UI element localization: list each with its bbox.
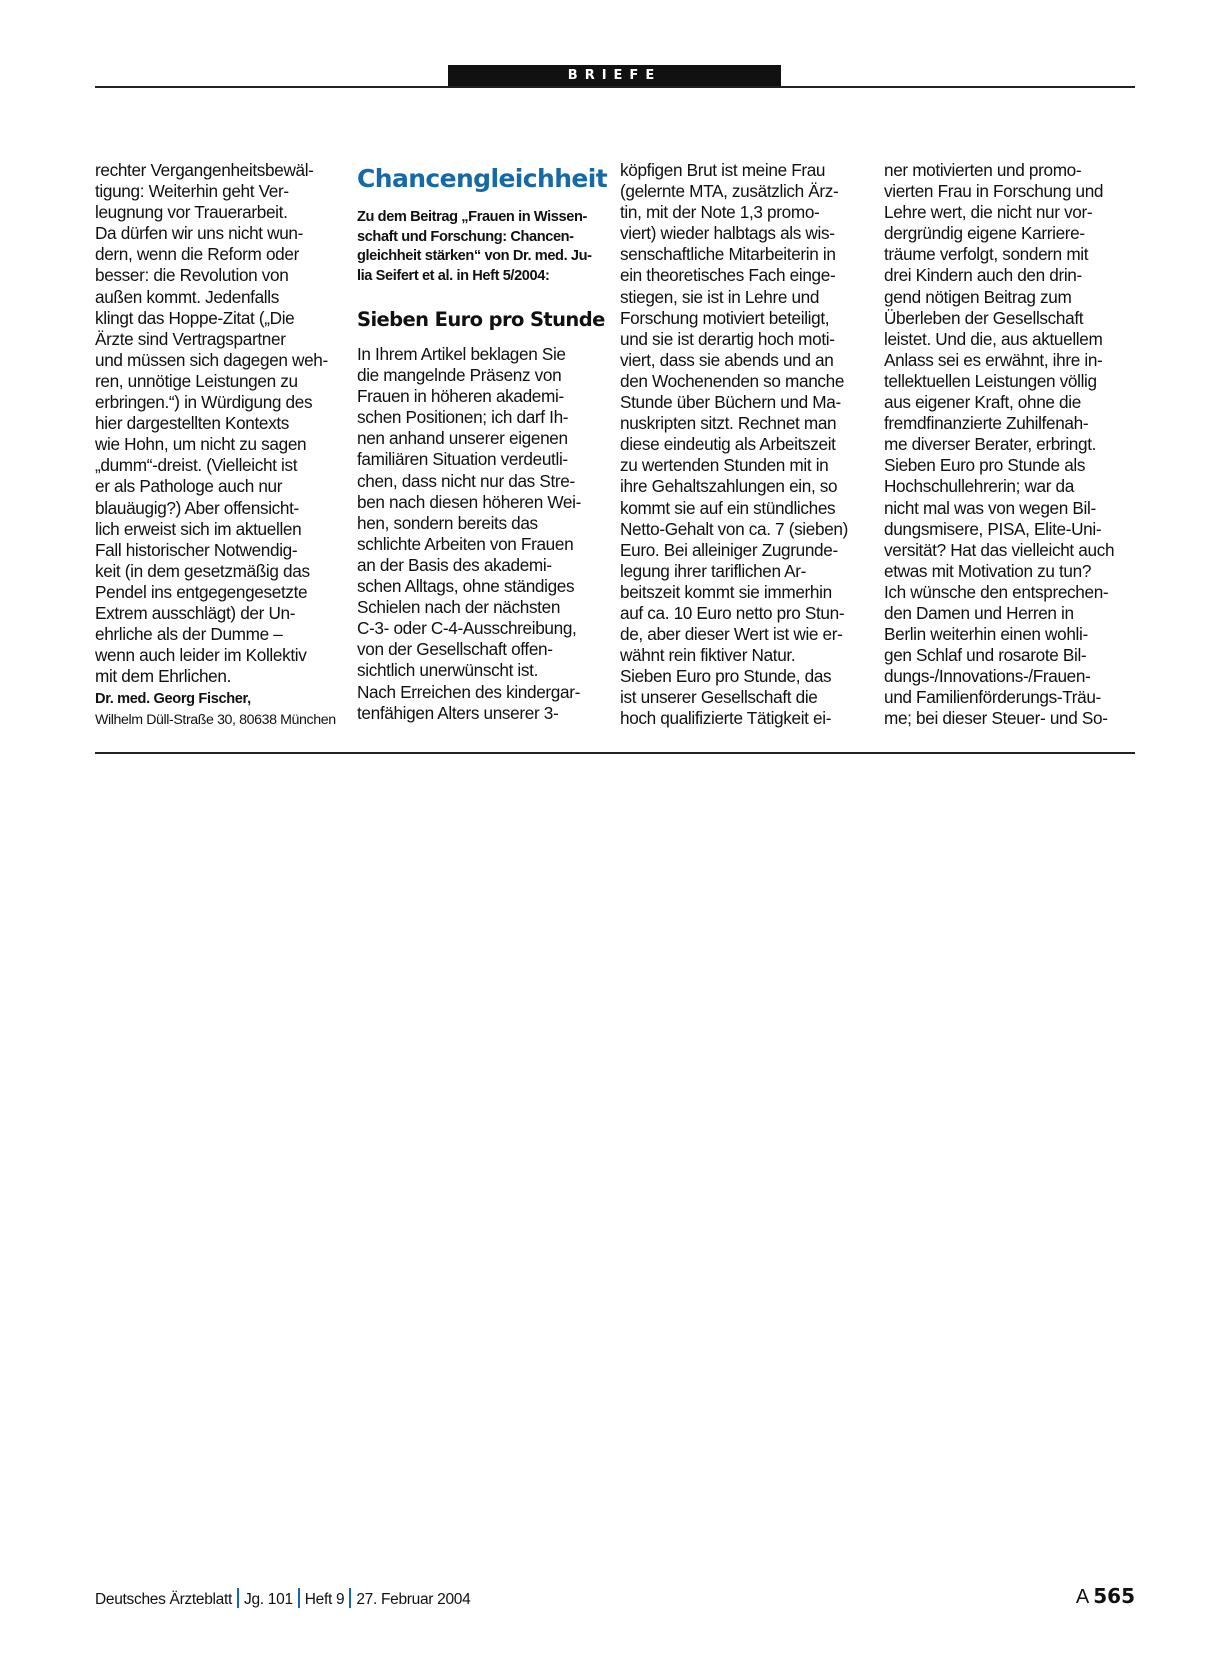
- text-line: Forschung motiviert beteiligt,: [620, 307, 830, 328]
- text-line: Schielen nach der nächsten: [357, 597, 561, 618]
- article-reference: [357, 208, 605, 286]
- author-name: Dr. med. Georg Fischer,: [95, 691, 251, 708]
- header-rule: [95, 86, 1135, 88]
- footer-separator: [237, 1588, 239, 1608]
- text-line: wenn auch leider im Kollektiv: [95, 645, 307, 666]
- text-line: ist unserer Gesellschaft die: [620, 687, 818, 708]
- text-line: klingt das Hoppe-Zitat („Die: [95, 307, 295, 328]
- text-line: viert, dass sie abends und an: [620, 349, 834, 370]
- column-3: [620, 160, 868, 730]
- footer-separator: [349, 1588, 351, 1608]
- text-line: dergründig eigene Karriere-: [884, 223, 1085, 244]
- text-line: Anlass sei es erwähnt, ihre in-: [884, 349, 1103, 370]
- text-line: nicht mal was von wegen Bil-: [884, 497, 1096, 518]
- text-line: Lehre wert, die nicht nur vor-: [884, 202, 1093, 223]
- text-line: leistet. Und die, aus aktuellem: [884, 328, 1103, 349]
- text-line: me; bei dieser Steuer- und So-: [884, 708, 1108, 729]
- text-line: wie Hohn, um nicht zu sagen: [95, 434, 307, 455]
- journal-name: Deutsches Ärzteblatt: [95, 1591, 233, 1608]
- text-line: vierten Frau in Forschung und: [884, 181, 1104, 202]
- page-prefix: A: [1075, 1586, 1090, 1608]
- text-line: Nach Erreichen des kindergar-: [357, 681, 580, 702]
- text-line: von der Gesellschaft offen-: [357, 639, 553, 660]
- text-line: nuskripten sitzt. Rechnet man: [620, 413, 837, 434]
- text-line: Berlin weiterhin einen wohli-: [884, 624, 1088, 645]
- page-number-value: 565: [1093, 1584, 1135, 1608]
- text-line: besser: die Revolution von: [95, 265, 289, 286]
- text-line: köpfigen Brut ist meine Frau: [620, 160, 826, 180]
- text-line: Frauen in höheren akademi-: [357, 386, 564, 407]
- text-line: tellektuellen Leistungen völlig: [884, 370, 1097, 391]
- text-line: Ich wünsche den entsprechen-: [884, 581, 1109, 602]
- text-line: stiegen, sie ist in Lehre und: [620, 286, 820, 307]
- text-line: Ärzte sind Vertragspartner: [95, 328, 286, 349]
- page-number: [1076, 1584, 1135, 1609]
- text-line: tenfähigen Alters unserer 3-: [357, 702, 559, 723]
- text-line: zu wertenden Stunden mit in: [620, 455, 829, 476]
- text-line: und sie ist derartig hoch moti-: [620, 328, 835, 349]
- footer: [95, 1588, 470, 1609]
- text-line: er als Pathologe auch nur: [95, 476, 283, 497]
- text-line: blauäugig?) Aber offensicht-: [95, 497, 299, 518]
- text-line: rechter Vergangenheitsbewäl-: [95, 160, 314, 180]
- letter-subtitle: Sieben Euro pro Stunde: [357, 308, 605, 331]
- article-title: Chancengleichheit: [357, 164, 608, 193]
- column-1: [95, 160, 343, 731]
- text-line: diese eindeutig als Arbeitszeit: [620, 434, 836, 455]
- volume: Jg. 101: [244, 1591, 293, 1608]
- section-label: BRIEFE: [448, 65, 781, 86]
- text-line: ren, unnötige Leistungen zu: [95, 370, 298, 391]
- text-line: ein theoretisches Fach einge-: [620, 265, 836, 286]
- text-line: kommt sie auf ein stündliches: [620, 497, 836, 518]
- text-line: (gelernte MTA, zusätzlich Ärz-: [620, 181, 839, 202]
- text-line: dungs-/Innovations-/Frauen-: [884, 666, 1091, 687]
- text-line: lia Seifert et al. in Heft 5/2004:: [357, 267, 550, 284]
- text-line: etwas mit Motivation zu tun?: [884, 560, 1092, 581]
- column-2: [357, 160, 608, 724]
- text-line: me diverser Berater, erbringt.: [884, 434, 1097, 455]
- text-line: keit (in dem gesetzmäßig das: [95, 560, 310, 581]
- text-line: chen, dass nicht nur das Stre-: [357, 470, 575, 491]
- text-line: auf ca. 10 Euro netto pro Stun-: [620, 602, 845, 623]
- text-line: beitszeit kommt sie immerhin: [620, 581, 832, 602]
- text-line: versität? Hat das vielleicht auch: [884, 539, 1115, 560]
- text-line: gend nötigen Beitrag zum: [884, 286, 1072, 307]
- text-line: und Familienförderungs-Träu-: [884, 687, 1101, 708]
- text-line: Extrem ausschlägt) der Un-: [95, 602, 296, 623]
- text-line: Fall historischer Notwendig-: [95, 539, 298, 560]
- text-line: außen kommt. Jedenfalls: [95, 286, 279, 307]
- text-line: an der Basis des akademi-: [357, 554, 552, 575]
- text-line: sichtlich unerwünscht ist.: [357, 660, 538, 681]
- bottom-rule: [95, 752, 1135, 754]
- article: [95, 160, 1135, 730]
- text-line: fremdfinanzierte Zuhilfenah-: [884, 413, 1089, 434]
- footer-separator: [298, 1588, 300, 1608]
- column-2-text: [357, 344, 605, 724]
- text-line: senschaftliche Mitarbeiterin in: [620, 244, 836, 265]
- text-line: ner motivierten und promo-: [884, 160, 1082, 180]
- text-line: hier dargestellten Kontexts: [95, 413, 290, 434]
- text-line: familiären Situation verdeutli-: [357, 449, 568, 470]
- text-line: dungsmisere, PISA, Elite-Uni-: [884, 518, 1102, 539]
- text-line: C-3- oder C-4-Ausschreibung,: [357, 618, 577, 639]
- text-line: erbringen.“) in Würdigung des: [95, 392, 313, 413]
- text-line: hen, sondern bereits das: [357, 512, 538, 533]
- text-line: lich erweist sich im aktuellen: [95, 518, 302, 539]
- text-line: „dumm“-dreist. (Vielleicht ist: [95, 455, 298, 476]
- issue: Heft 9: [304, 1591, 345, 1608]
- column-3-text: [620, 160, 868, 730]
- text-line: schen Alltags, ohne ständiges: [357, 576, 575, 597]
- text-line: Euro. Bei alleiniger Zugrunde-: [620, 539, 838, 560]
- text-line: Sieben Euro pro Stunde, das: [620, 666, 832, 687]
- text-line: nen anhand unserer eigenen: [357, 428, 568, 449]
- text-line: gleichheit stärken“ von Dr. med. Ju-: [357, 248, 592, 264]
- text-line: Überleben der Gesellschaft: [884, 307, 1084, 328]
- text-line: de, aber dieser Wert ist wie er-: [620, 624, 843, 645]
- author-address: Wilhelm Düll-Straße 30, 80638 München: [95, 712, 336, 729]
- text-line: den Damen und Herren in: [884, 602, 1074, 623]
- text-line: Stunde über Büchern und Ma-: [620, 392, 841, 413]
- text-line: ben nach diesen höheren Wei-: [357, 491, 581, 512]
- text-line: ehrliche als der Dumme –: [95, 624, 283, 645]
- text-line: Pendel ins entgegengesetzte: [95, 581, 308, 602]
- column-4: [884, 160, 1132, 730]
- text-line: die mangelnde Präsenz von: [357, 365, 562, 386]
- text-line: Hochschullehrerin; war da: [884, 476, 1074, 497]
- text-line: Zu dem Beitrag „Frauen in Wissen-: [357, 209, 587, 225]
- text-line: aus eigener Kraft, ohne die: [884, 392, 1081, 413]
- text-line: gen Schlaf und rosarote Bil-: [884, 645, 1087, 666]
- text-line: legung ihrer tariflichen Ar-: [620, 560, 807, 581]
- text-line: drei Kindern auch den drin-: [884, 265, 1082, 286]
- text-line: Da dürfen wir uns nicht wun-: [95, 223, 304, 244]
- text-line: tigung: Weiterhin geht Ver-: [95, 181, 289, 202]
- text-line: mit dem Ehrlichen.: [95, 666, 232, 687]
- text-line: wähnt rein fiktiver Natur.: [620, 645, 796, 666]
- text-line: In Ihrem Artikel beklagen Sie: [357, 344, 566, 364]
- text-line: dern, wenn die Reform oder: [95, 244, 299, 265]
- column-4-text: [884, 160, 1132, 730]
- issue-date: 27. Februar 2004: [356, 1591, 471, 1608]
- column-1-text: [95, 160, 343, 687]
- text-line: träume verfolgt, sondern mit: [884, 244, 1089, 265]
- text-line: schaft und Forschung: Chancen-: [357, 228, 574, 245]
- text-line: schen Positionen; ich darf Ih-: [357, 407, 569, 428]
- text-line: ihre Gehaltszahlungen ein, so: [620, 476, 838, 497]
- text-line: Netto-Gehalt von ca. 7 (sieben): [620, 518, 848, 539]
- text-line: tin, mit der Note 1,3 promo-: [620, 202, 820, 223]
- text-line: viert) wieder halbtags als wis-: [620, 223, 835, 244]
- text-line: und müssen sich dagegen weh-: [95, 349, 328, 370]
- text-line: schlichte Arbeiten von Frauen: [357, 533, 574, 554]
- text-line: Sieben Euro pro Stunde als: [884, 455, 1086, 476]
- text-line: den Wochenenden so manche: [620, 370, 845, 391]
- text-line: leugnung vor Trauerarbeit.: [95, 202, 288, 223]
- text-line: hoch qualifizierte Tätigkeit ei-: [620, 708, 832, 729]
